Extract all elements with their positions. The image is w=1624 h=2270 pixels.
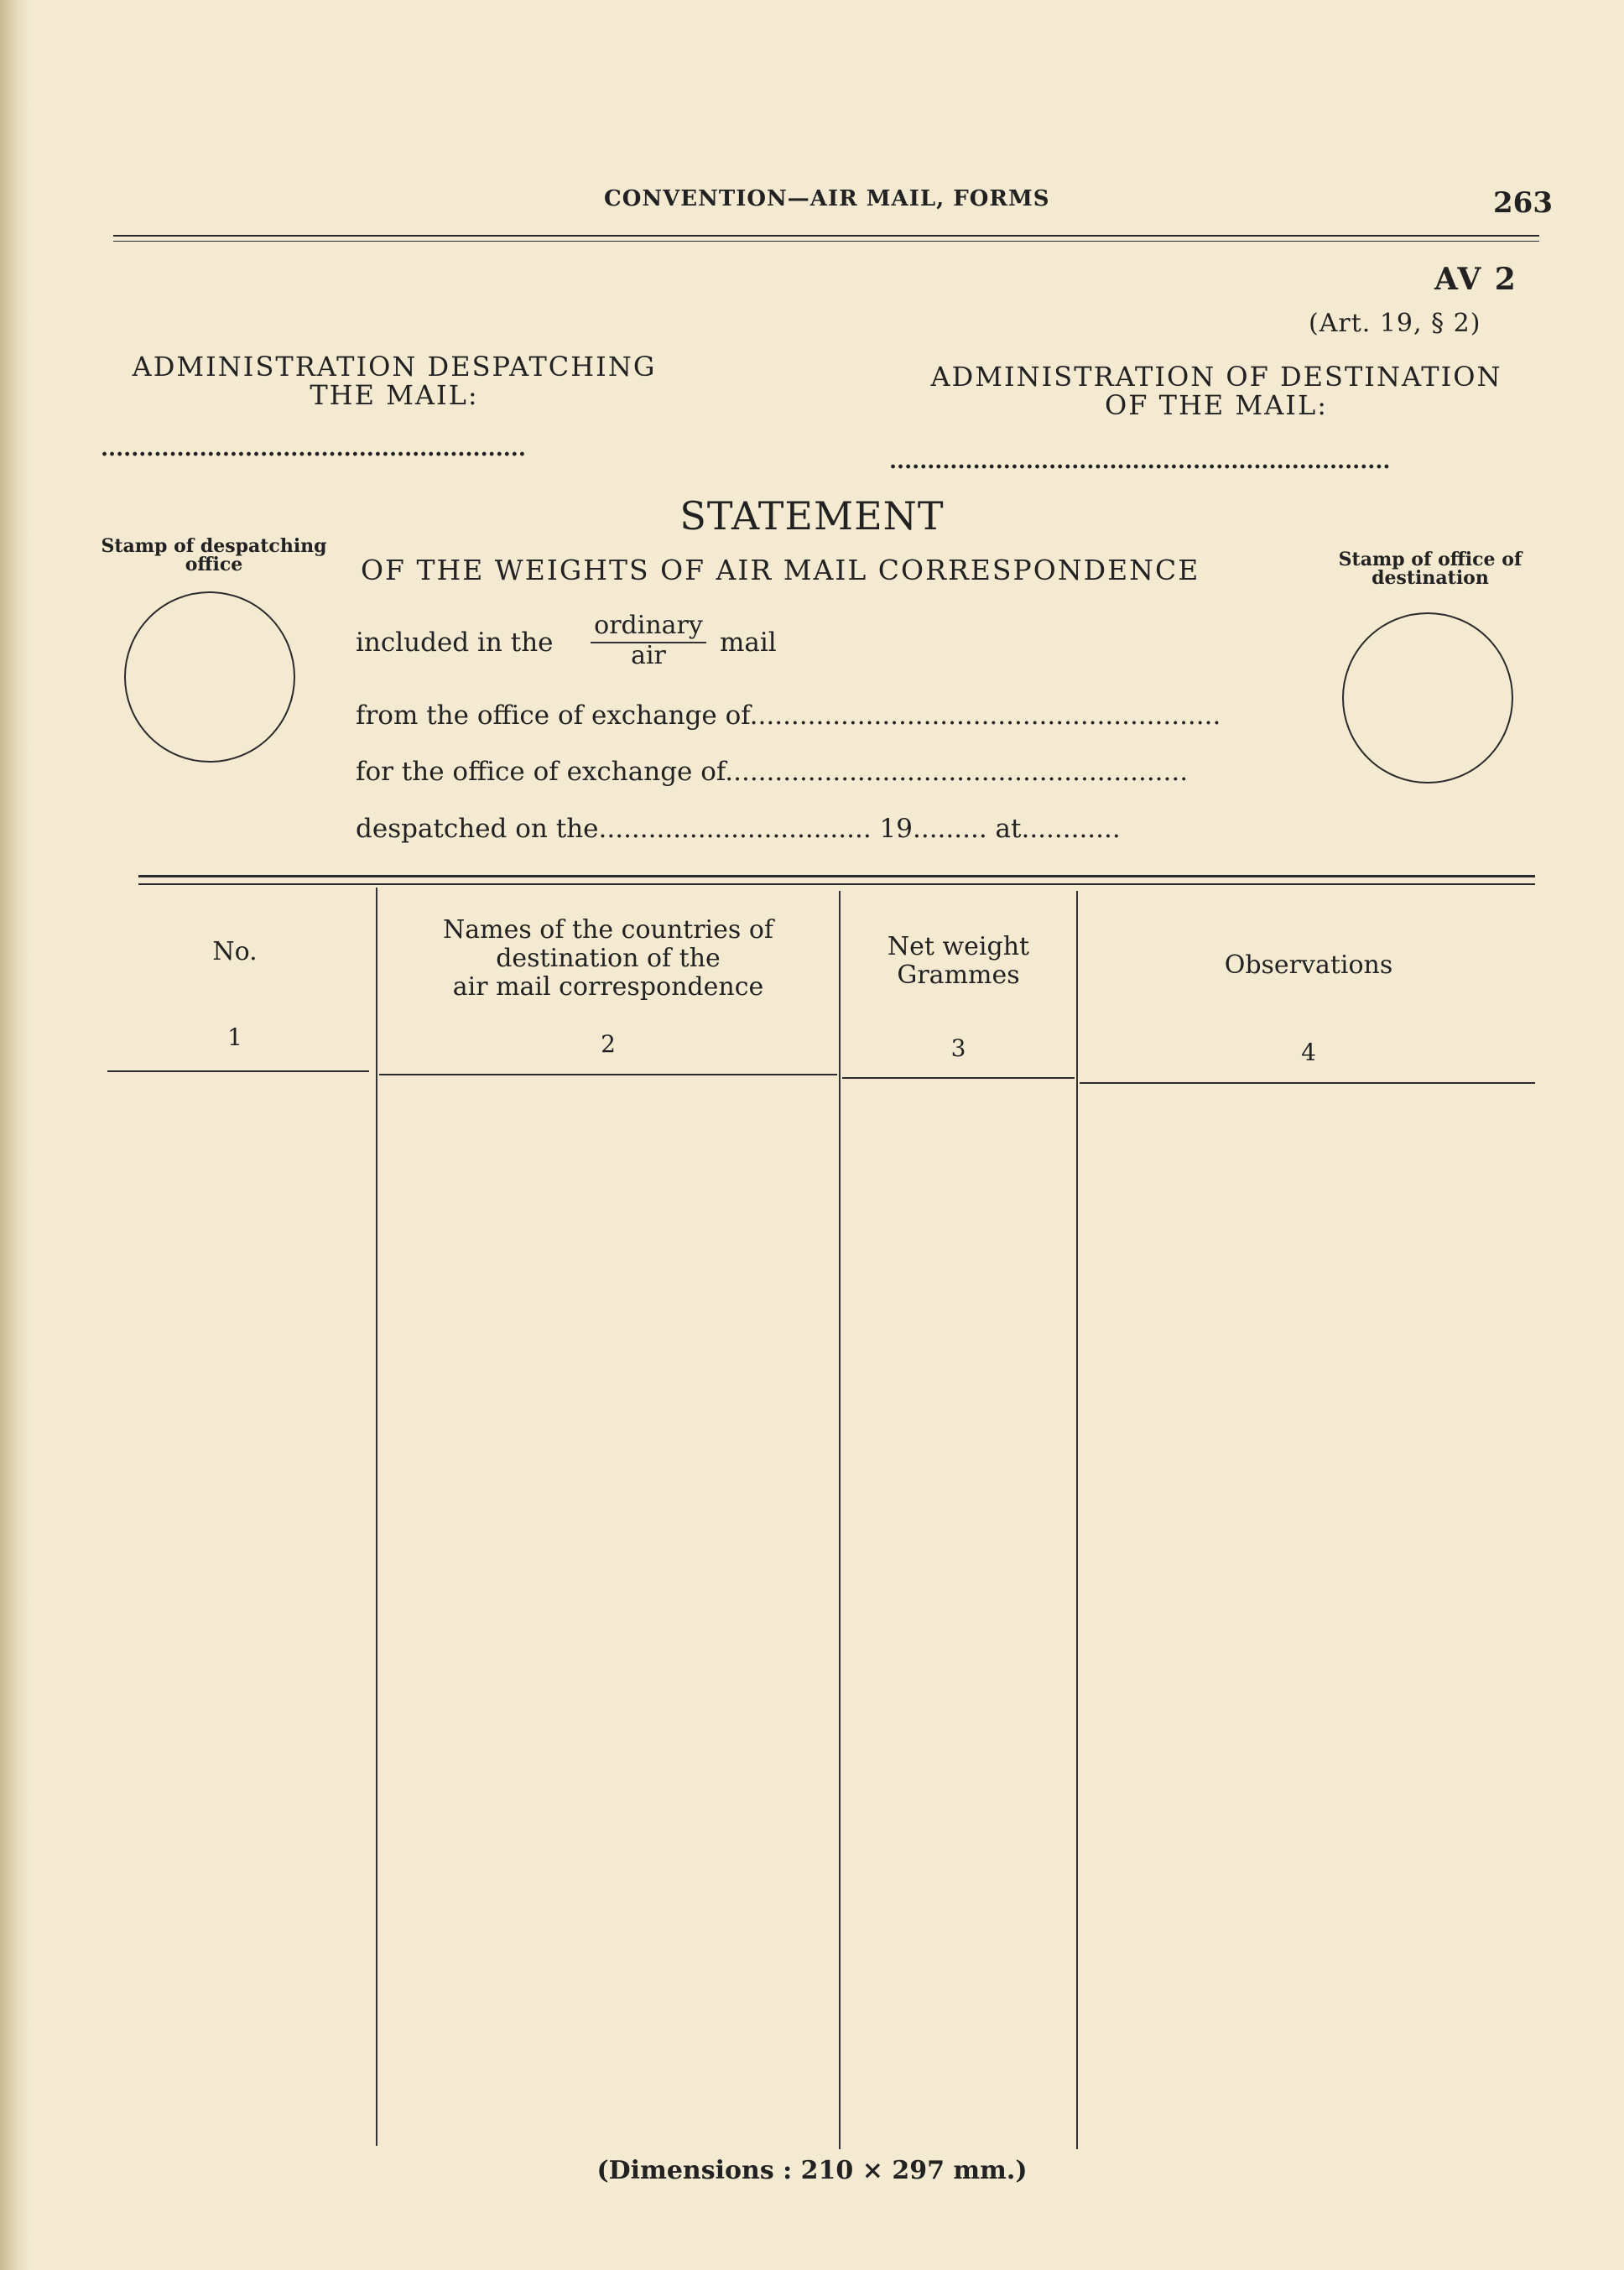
administration-despatching-label: ADMINISTRATION DESPATCHING THE MAIL: [132,351,657,411]
destination-admin-field[interactable]: .................................................................. [889,449,1391,474]
fraction-mail-type [587,611,710,669]
column-divider-2 [839,891,841,2149]
included-suffix: mail [720,627,777,658]
header-rule-col3 [842,1077,1075,1079]
header-observations: Observations [1224,950,1393,980]
despatched-on-line[interactable]: despatched on the................................. 19......... at............ [356,814,1121,844]
stamp-destination-circle [1342,612,1513,784]
header-no: No. [212,937,258,966]
header-rule-bottom [113,241,1539,242]
table-rule-top-thin [138,883,1535,885]
dimensions-note: (Dimensions : 210 × 297 mm.) [596,2156,1028,2185]
column-number-4: 4 [1301,1039,1316,1066]
despatching-admin-field[interactable]: ........................................................ [101,436,526,461]
from-office-line[interactable]: from the office of exchange of......................................................... [356,700,1221,731]
page-gutter [0,0,30,2270]
stamp-despatching-circle [124,591,295,763]
article-reference: (Art. 19, § 2) [1309,309,1481,338]
fraction-top: ordinary [594,611,703,640]
column-divider-1 [376,888,377,2146]
fraction-bottom: air [631,641,666,670]
running-head: CONVENTION—AIR MAIL, FORMS [604,186,1050,211]
form-code: AV 2 [1434,262,1517,297]
header-net-weight: Net weight Grammes [887,932,1030,990]
included-prefix: included in the [356,627,554,658]
column-divider-3 [1076,891,1078,2149]
for-office-line[interactable]: for the office of exchange of........................................................ [356,757,1189,787]
header-rule-col2 [379,1074,837,1075]
statement-title: STATEMENT [679,493,945,539]
stamp-despatching-label: Stamp of despatching office [101,535,327,575]
header-rule-col1 [107,1070,369,1072]
table-rule-top [138,875,1535,877]
statement-subtitle: OF THE WEIGHTS OF AIR MAIL CORRESPONDENCE [361,554,1200,586]
header-rule-top [113,235,1539,237]
administration-destination-label: ADMINISTRATION OF DESTINATION OF THE MAIL: [930,361,1502,421]
column-number-3: 3 [950,1034,966,1062]
page-number: 263 [1493,186,1553,220]
stamp-destination-label: Stamp of office of destination [1338,549,1522,589]
column-number-2: 2 [601,1030,616,1058]
header-rule-col4 [1080,1082,1535,1084]
column-number-1: 1 [227,1023,242,1051]
header-countries: Names of the countries of destination of the air mail correspondence [443,915,773,1002]
